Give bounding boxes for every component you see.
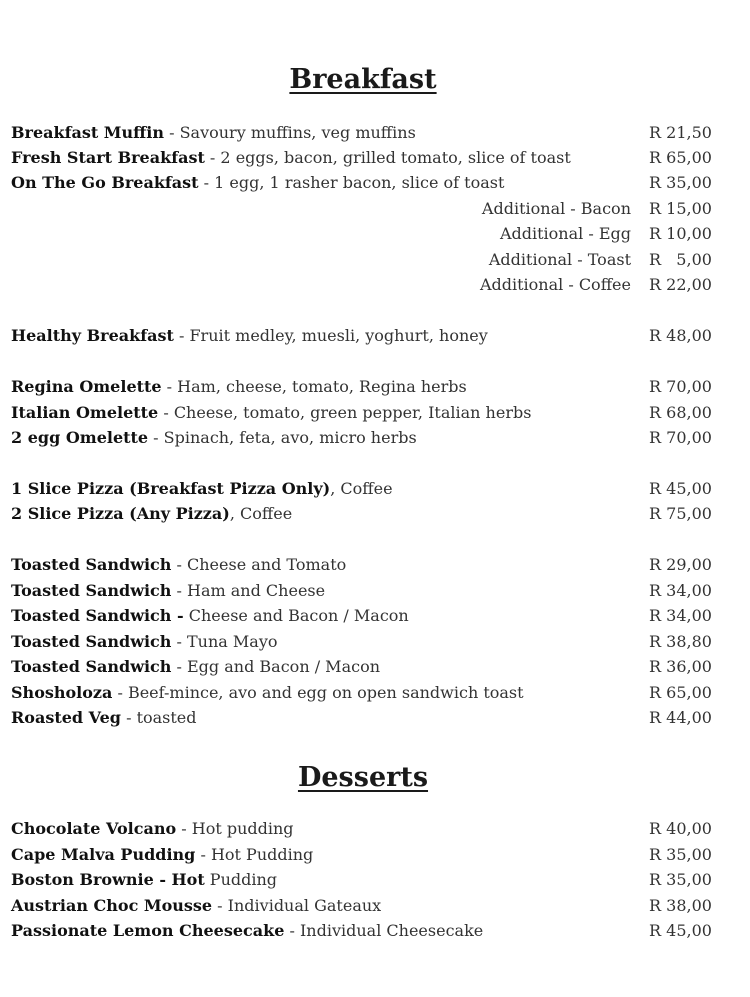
item-description: - Savoury muffins, veg muffins	[164, 123, 416, 142]
item-description: , Coffee	[229, 504, 293, 523]
item-description: - Hot pudding	[176, 819, 294, 838]
item-price: R 22,00	[649, 275, 712, 294]
menu-item	[11, 603, 713, 628]
addon-label: Additional - Bacon	[481, 199, 631, 218]
menu-item	[11, 629, 713, 654]
menu-item	[11, 170, 713, 195]
item-name: Fresh Start Breakfast	[11, 148, 205, 167]
menu-item	[11, 918, 713, 943]
item-description: - Tuna Mayo	[171, 632, 278, 651]
item-price: R 75,00	[649, 504, 712, 523]
addon-label: Additional - Coffee	[479, 275, 631, 294]
item-description: - Hot Pudding	[195, 845, 314, 864]
item-description: - Egg and Bacon / Macon	[171, 657, 380, 676]
item-name: Roasted Veg	[11, 708, 121, 727]
item-price: R 65,00	[649, 683, 712, 702]
item-name: Toasted Sandwich	[11, 555, 172, 574]
addon-item	[11, 247, 713, 272]
item-name: Passionate Lemon Cheesecake	[11, 921, 285, 940]
menu-item	[11, 578, 713, 603]
item-description: - Cheese, tomato, green pepper, Italian herbs	[158, 403, 532, 422]
section-title-breakfast: Breakfast	[289, 64, 437, 95]
menu-item	[11, 552, 713, 577]
menu-item	[11, 425, 713, 450]
item-description: , Coffee	[330, 479, 393, 498]
item-description: - 1 egg, 1 rasher bacon, slice of toast	[198, 173, 505, 192]
item-price: R 34,00	[649, 606, 712, 625]
item-price: R 15,00	[649, 199, 712, 218]
menu-item	[11, 893, 713, 918]
item-name: Austrian Choc Mousse	[11, 896, 213, 915]
item-price: R 36,00	[649, 657, 712, 676]
item-description: - Ham, cheese, tomato, Regina herbs	[161, 377, 467, 396]
item-description: - Individual Cheesecake	[284, 921, 484, 940]
item-name: Toasted Sandwich	[11, 632, 172, 651]
addon-item	[11, 221, 713, 246]
item-price: R 35,00	[649, 870, 712, 889]
menu-item	[11, 400, 713, 425]
menu-item	[11, 323, 713, 348]
menu-item	[11, 374, 713, 399]
item-price: R 5,00	[649, 250, 712, 269]
item-description: Cheese and Bacon / Macon	[183, 606, 409, 625]
menu-item	[11, 476, 713, 501]
item-description: - 2 eggs, bacon, grilled tomato, slice of toast	[204, 148, 571, 167]
item-name: Chocolate Volcano	[11, 819, 177, 838]
item-price: R 38,00	[649, 896, 712, 915]
item-name: On The Go Breakfast	[11, 173, 199, 192]
item-name: 2 egg Omelette	[11, 428, 149, 447]
item-name: Cape Malva Pudding	[11, 845, 196, 864]
item-price: R 48,00	[649, 326, 712, 345]
menu-item	[11, 145, 713, 170]
item-name: Toasted Sandwich -	[11, 606, 184, 625]
item-name: Healthy Breakfast	[11, 326, 174, 345]
menu-item	[11, 816, 713, 841]
addon-label: Additional - Toast	[488, 250, 631, 269]
item-name: Toasted Sandwich	[11, 657, 172, 676]
item-description: - Cheese and Tomato	[171, 555, 347, 574]
item-name: Regina Omelette	[11, 377, 162, 396]
item-name: Shosholoza	[11, 683, 113, 702]
item-price: R 40,00	[649, 819, 712, 838]
item-price: R 29,00	[649, 555, 712, 574]
menu-item	[11, 842, 713, 867]
section-title-desserts: Desserts	[297, 762, 429, 793]
item-description: - Beef-mince, avo and egg on open sandwich toast	[112, 683, 524, 702]
addon-item	[11, 272, 713, 297]
item-description: - Ham and Cheese	[171, 581, 326, 600]
item-description: - Spinach, feta, avo, micro herbs	[148, 428, 417, 447]
item-price: R 68,00	[649, 403, 712, 422]
item-price: R 21,50	[649, 123, 712, 142]
item-name: Toasted Sandwich	[11, 581, 172, 600]
menu-item	[11, 867, 713, 892]
item-price: R 45,00	[649, 479, 712, 498]
addon-item	[11, 196, 713, 221]
addon-label: Additional - Egg	[499, 224, 631, 243]
item-price: R 70,00	[649, 377, 712, 396]
menu-item	[11, 120, 713, 145]
item-price: R 34,00	[649, 581, 712, 600]
item-price: R 35,00	[649, 173, 712, 192]
item-price: R 65,00	[649, 148, 712, 167]
menu-item	[11, 501, 713, 526]
item-description: - Fruit medley, muesli, yoghurt, honey	[173, 326, 488, 345]
item-price: R 35,00	[649, 845, 712, 864]
item-name: 2 Slice Pizza (Any Pizza)	[11, 504, 230, 523]
item-description: - Individual Gateaux	[212, 896, 382, 915]
menu-item	[11, 680, 713, 705]
menu-item	[11, 705, 713, 730]
item-price: R 44,00	[649, 708, 712, 727]
item-name: 1 Slice Pizza (Breakfast Pizza Only)	[11, 479, 331, 498]
item-name: Boston Brownie - Hot	[11, 870, 205, 889]
item-price: R 10,00	[649, 224, 712, 243]
item-price: R 45,00	[649, 921, 712, 940]
menu-item	[11, 654, 713, 679]
item-name: Italian Omelette	[11, 403, 159, 422]
item-price: R 38,80	[649, 632, 712, 651]
item-name: Breakfast Muffin	[11, 123, 164, 142]
item-price: R 70,00	[649, 428, 712, 447]
item-description: Pudding	[204, 870, 278, 889]
item-description: - toasted	[120, 708, 197, 727]
